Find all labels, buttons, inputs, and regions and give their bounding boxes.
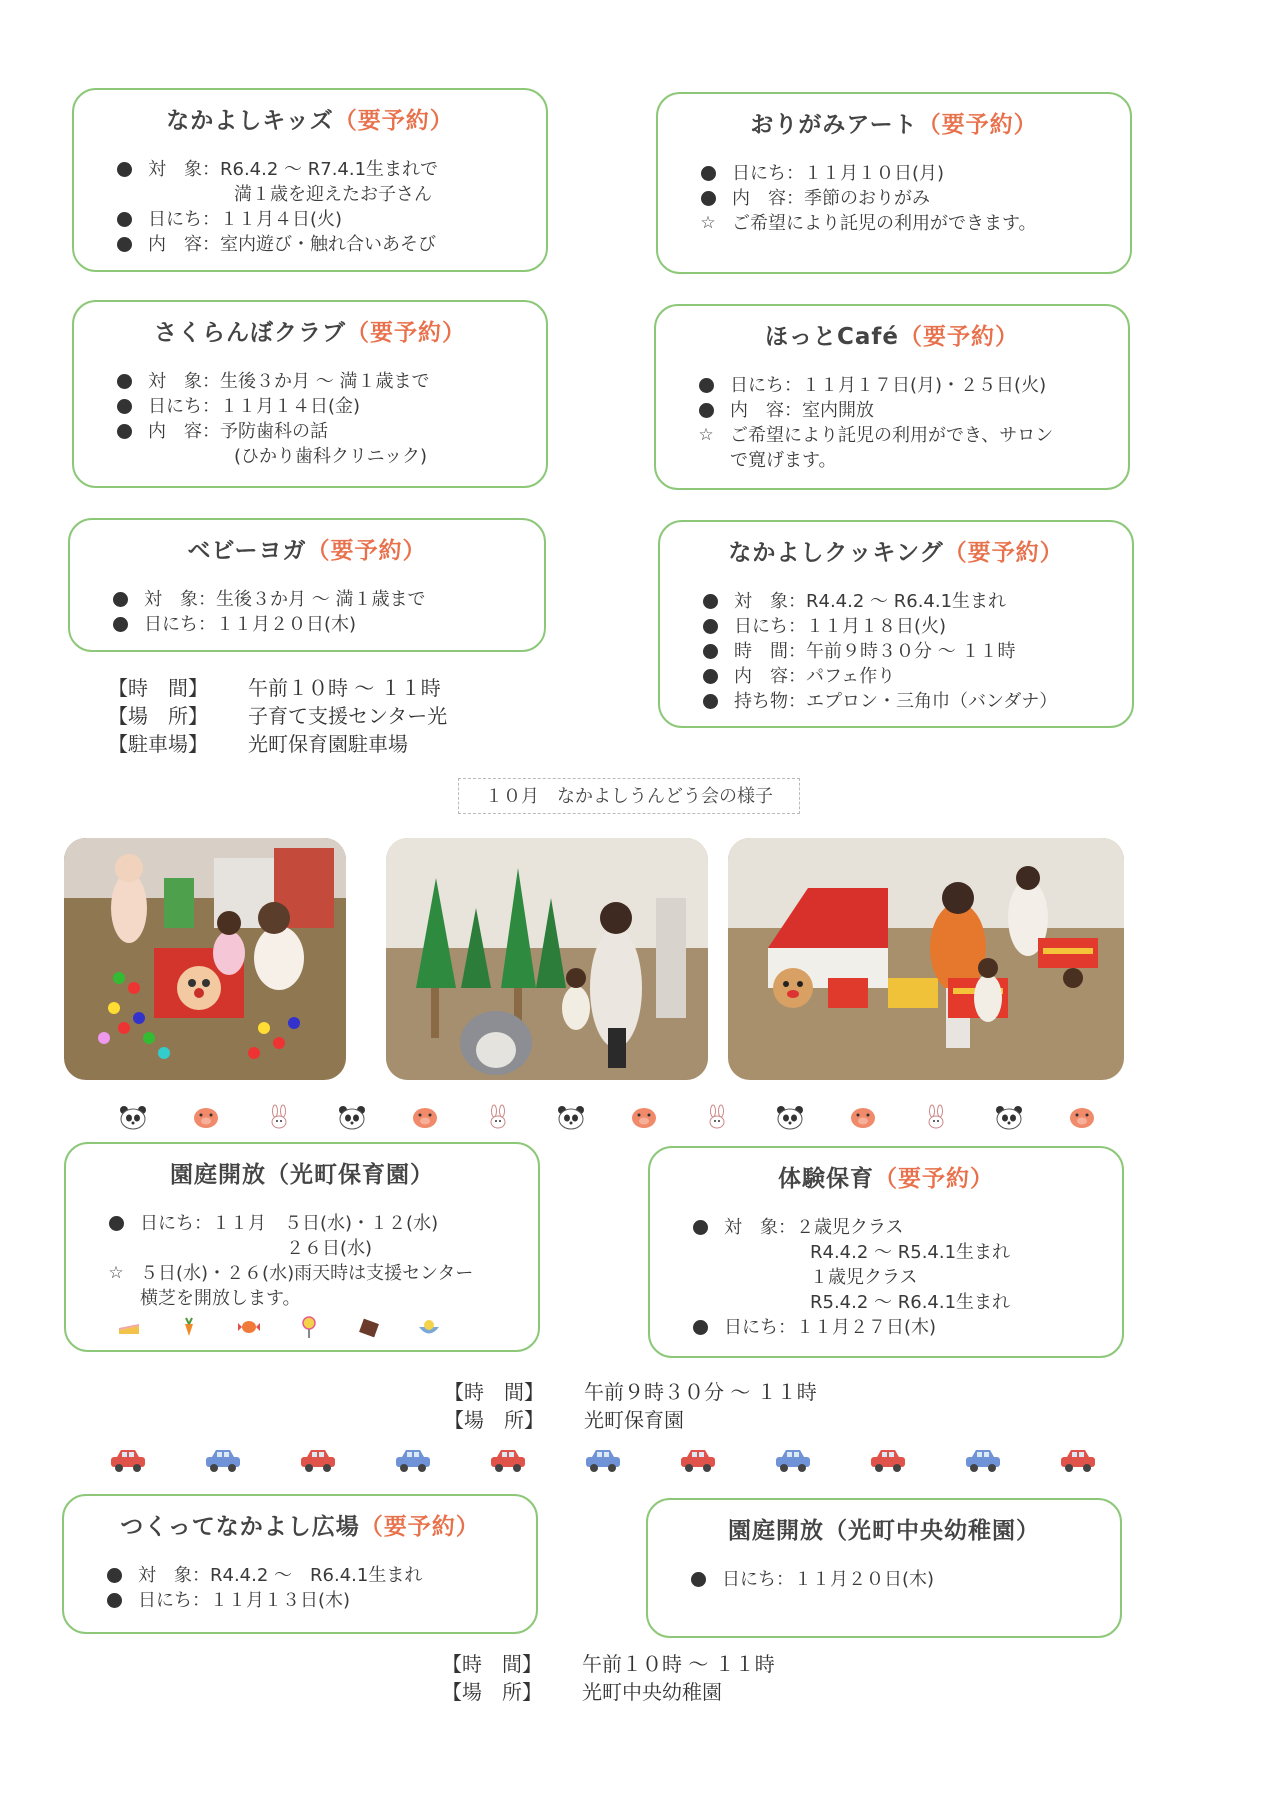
detail-text: 時 間：午前９時３０分 ～ １１時 [734,641,1016,662]
reservation-required-tag: （要予約） [359,1514,480,1540]
bullet-dot-icon [700,589,720,616]
nakayoshi-cooking-box [658,520,1134,728]
sakuranbo-club-box [72,300,548,488]
reservation-required-tag: （要予約） [333,108,454,134]
detail-line [64,1563,536,1588]
detail-line [64,1588,536,1613]
rabbit-icon [483,1104,513,1130]
rabbit-icon [921,1104,951,1130]
panda-icon [775,1104,805,1130]
title-text: ベビーヨガ [187,538,307,564]
detail-text: 日にち：１１月 ５日(水)・１２(水) [140,1213,439,1234]
blue-car-icon [203,1446,243,1474]
rabbit-icon [264,1104,294,1130]
box-title [650,1160,1122,1193]
detail-text: 持ち物：エプロン・三角巾（バンダナ） [734,691,1058,712]
red-car-icon [1058,1446,1098,1474]
info-row [108,674,447,702]
detail-text: 日にち：１１月１４日(金) [148,396,361,417]
blue-car-icon [393,1446,433,1474]
detail-line [650,1290,1122,1315]
detail-lines [66,1211,538,1311]
detail-text: 満１歳を迎えたお子さん [234,184,432,205]
reservation-required-tag: （要予約） [874,1166,994,1192]
food-icon-row [116,1314,476,1344]
pig-icon [848,1104,878,1130]
reservation-required-tag: （要予約） [306,538,427,564]
detail-text: 内 容：予防歯科の話 [148,421,328,442]
detail-text: 横芝を開放します。 [140,1288,301,1309]
detail-line [660,689,1132,714]
star-icon: ☆ [108,1263,124,1283]
info-label: 【時 間】 [444,1380,544,1404]
info-row [108,702,447,730]
box-title [64,1508,536,1541]
box-title [660,534,1132,567]
bullet-dot-icon [104,1588,124,1615]
detail-lines [660,589,1132,714]
panda-icon [118,1104,148,1130]
title-text: 園庭開放（光町中央幼稚園） [728,1518,1040,1544]
detail-line [660,589,1132,614]
detail-text: 内 容：パフェ作り [734,666,896,687]
detail-line [74,182,546,207]
pig-icon [629,1104,659,1130]
red-car-icon [678,1446,718,1474]
title-text: なかよしキッズ [166,108,334,134]
detail-line [656,448,1128,473]
detail-line [74,157,546,182]
info-row [444,1378,817,1406]
title-text: つくってなかよし広場 [120,1514,360,1540]
info-value: 午前１０時 ～ １１時 [582,1652,775,1676]
nakayoshi-kids-box [72,88,548,272]
hotto-cafe-box [654,304,1130,490]
star-icon: ☆ [700,213,716,233]
detail-line [66,1261,538,1286]
info-block-3 [442,1650,775,1706]
info-value: 午前１０時 ～ １１時 [248,676,441,700]
bullet-dot-icon [700,664,720,691]
detail-lines [74,157,546,257]
detail-text: (ひかり歯科クリニック) [234,446,427,467]
detail-line [66,1286,538,1311]
blue-car-icon [583,1446,623,1474]
detail-line [74,444,546,469]
detail-text: １歳児クラス [810,1267,918,1288]
detail-line [656,398,1128,423]
detail-line [74,232,546,257]
info-label: 【時 間】 [442,1652,542,1676]
info-block-1 [108,674,447,758]
detail-line [66,1236,538,1261]
detail-lines [658,161,1130,236]
box-title [658,106,1130,139]
detail-text: 日にち：１１月２７日(木) [724,1317,937,1338]
box-title [74,102,546,135]
detail-lines [648,1567,1120,1592]
panda-icon [556,1104,586,1130]
bullet-dot-icon [114,394,134,421]
taiken-hoiku-box [648,1146,1124,1358]
garden-opening-chuo-youchien-box [646,1498,1122,1638]
info-row [108,730,447,758]
chocolate-icon [356,1314,382,1340]
lollipop-icon [296,1314,322,1340]
bullet-dot-icon [114,419,134,446]
bullet-dot-icon [700,614,720,641]
star-icon: ☆ [698,425,714,445]
bullet-dot-icon [696,398,716,425]
info-value: 午前９時３０分 ～ １１時 [584,1380,817,1404]
title-text: おりがみアート [750,112,918,138]
box-title [70,532,544,565]
car-icon-row [100,1442,1100,1482]
blue-car-icon [963,1446,1003,1474]
detail-lines [64,1563,536,1613]
detail-text: R5.4.2 ～ R6.4.1生まれ [810,1292,1011,1313]
bowl-icon [416,1314,442,1340]
detail-text: 内 容：季節のおりがみ [732,188,930,209]
info-value: 光町中央幼稚園 [582,1680,722,1704]
info-label: 【時 間】 [108,676,208,700]
detail-line [660,639,1132,664]
photo-totoro-forest [386,838,708,1080]
red-car-icon [488,1446,528,1474]
box-title [66,1156,538,1189]
info-label: 【場 所】 [108,704,208,728]
detail-line [66,1211,538,1236]
reservation-required-tag: （要予約） [943,540,1064,566]
detail-text: 日にち：１１月２０日(木) [144,614,357,635]
detail-text: ５日(水)・２６(水)雨天時は支援センター [140,1263,474,1284]
detail-line [74,369,546,394]
bullet-dot-icon [106,1211,126,1238]
photo-caption: １０月 なかよしうんどう会の様子 [458,778,800,814]
reservation-required-tag: （要予約） [346,320,466,346]
red-car-icon [868,1446,908,1474]
detail-lines [74,369,546,469]
bullet-dot-icon [688,1567,708,1594]
animal-icon-row [100,1098,1100,1138]
photo-anpanman-train [728,838,1124,1080]
detail-text: 日にち：１１月２０日(木) [722,1569,935,1590]
info-label: 【場 所】 [442,1680,542,1704]
baby-yoga-box [68,518,546,652]
detail-text: 内 容：室内開放 [730,400,874,421]
info-row [442,1678,775,1706]
detail-line [656,373,1128,398]
info-row [442,1650,775,1678]
pig-icon [191,1104,221,1130]
bullet-dot-icon [698,186,718,213]
detail-line [74,394,546,419]
box-title [656,318,1128,351]
title-text: 園庭開放（光町保育園） [170,1162,434,1188]
red-car-icon [108,1446,148,1474]
bullet-dot-icon [690,1215,710,1242]
info-row [444,1406,817,1434]
title-text: 体験保育 [778,1166,874,1192]
box-title [648,1512,1120,1545]
detail-line [74,419,546,444]
detail-line [658,211,1130,236]
detail-text: 対 象：生後３か月 ～ 満１歳まで [148,371,430,392]
reservation-required-tag: （要予約） [917,112,1038,138]
detail-text: 対 象：生後３か月 ～ 満１歳まで [144,589,426,610]
info-value: 光町保育園駐車場 [248,732,408,756]
bullet-dot-icon [110,612,130,639]
detail-line [650,1240,1122,1265]
detail-lines [650,1215,1122,1340]
detail-text: ご希望により託児の利用ができます。 [732,213,1037,234]
detail-line [656,423,1128,448]
info-value: 光町保育園 [584,1408,684,1432]
pig-icon [1067,1104,1097,1130]
box-title [74,314,546,347]
bullet-dot-icon [114,157,134,184]
detail-line [650,1315,1122,1340]
carrot-icon [176,1314,202,1340]
detail-line [650,1215,1122,1240]
photo-ball-play [64,838,346,1080]
bullet-dot-icon [700,689,720,716]
rabbit-icon [702,1104,732,1130]
detail-text: ２６日(水) [286,1238,373,1259]
detail-lines [70,587,544,637]
title-text: ほっとCafé [764,324,899,350]
bullet-dot-icon [690,1315,710,1342]
detail-line [660,664,1132,689]
bullet-dot-icon [110,587,130,614]
panda-icon [337,1104,367,1130]
bullet-dot-icon [114,232,134,259]
reservation-required-tag: （要予約） [899,324,1019,350]
detail-text: R4.4.2 ～ R5.4.1生まれ [810,1242,1011,1263]
candy-icon [236,1314,262,1340]
detail-text: 日にち：１１月１７日(月)・２５日(火) [730,375,1047,396]
blue-car-icon [773,1446,813,1474]
detail-line [74,207,546,232]
bullet-dot-icon [698,161,718,188]
bullet-dot-icon [114,369,134,396]
bullet-dot-icon [696,373,716,400]
detail-line [658,161,1130,186]
bullet-dot-icon [700,639,720,666]
detail-text: 日にち：１１月４日(火) [148,209,343,230]
bullet-dot-icon [114,207,134,234]
detail-line [648,1567,1120,1592]
detail-text: 対 象：R4.4.2 ～ R6.4.1生まれ [734,591,1007,612]
info-block-2 [444,1378,817,1434]
title-text: なかよしクッキング [728,540,944,566]
title-text: さくらんぼクラブ [154,320,346,346]
detail-line [660,614,1132,639]
detail-lines [656,373,1128,473]
detail-line [70,612,544,637]
panda-icon [994,1104,1024,1130]
red-car-icon [298,1446,338,1474]
info-label: 【駐車場】 [108,732,208,756]
detail-text: 日にち：１１月１３日(木) [138,1590,351,1611]
origami-art-box [656,92,1132,274]
detail-text: 内 容：室内遊び・触れ合いあそび [148,234,436,255]
info-value: 子育て支援センター光 [248,704,448,728]
detail-text: 日にち：１１月１８日(火) [734,616,947,637]
detail-line [650,1265,1122,1290]
detail-text: で寛げます。 [730,450,837,471]
detail-text: 対 象：R6.4.2 ～ R7.4.1生まれで [148,159,439,180]
info-label: 【場 所】 [444,1408,544,1432]
detail-text: 対 象：R4.4.2 ～ R6.4.1生まれ [138,1565,423,1586]
pig-icon [410,1104,440,1130]
detail-text: ご希望により託児の利用ができ、サロン [730,425,1054,446]
detail-line [658,186,1130,211]
detail-text: 日にち：１１月１０日(月) [732,163,945,184]
detail-line [70,587,544,612]
tsukutte-nakayoshi-hiroba-box [62,1494,538,1634]
bullet-dot-icon [104,1563,124,1590]
cake-icon [116,1314,142,1340]
detail-text: 対 象：２歳児クラス [724,1217,904,1238]
